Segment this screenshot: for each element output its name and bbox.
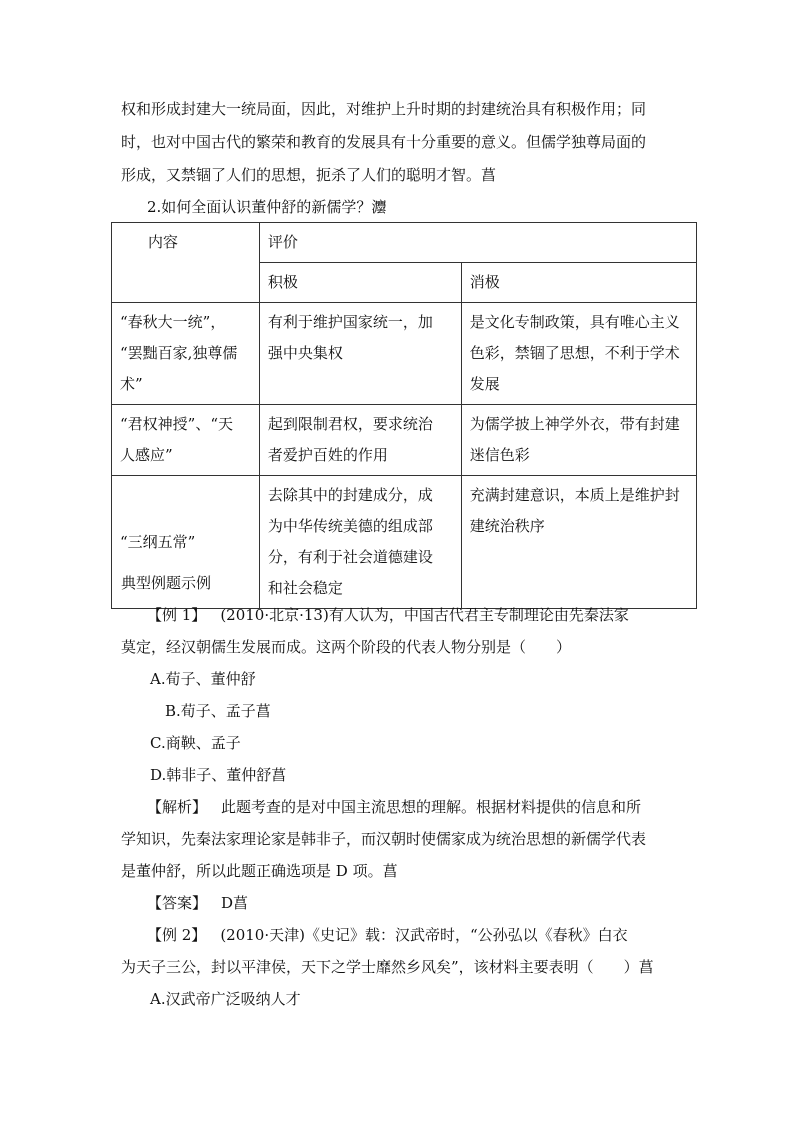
analysis-line: 学知识，先秦法家理论家是韩非子，而汉朝时使儒家成为统治思想的新儒学代表 <box>121 830 647 848</box>
option: B.荀子、孟子菖 <box>165 702 271 720</box>
paragraph-line: 形成，又禁锢了人们的思想，扼杀了人们的聪明才智。菖 <box>121 166 497 184</box>
example-tag: 【例 2】 <box>147 926 207 944</box>
header-evaluation: 评价 <box>259 223 696 263</box>
option: D.韩非子、董仲舒菖 <box>150 766 287 784</box>
option: C.商鞅、孟子 <box>150 734 241 752</box>
example-tag: 【例 1】 <box>147 606 207 624</box>
example-1-line: 莫定，经汉朝儒生发展而成。这两个阶段的代表人物分别是（ ） <box>121 638 572 656</box>
question-heading: 2.如何全面认识董仲舒的新儒学？灋 <box>147 198 387 216</box>
header-content: 内容 <box>112 223 260 303</box>
paragraph-line: 时，也对中国古代的繁荣和教育的发展具有十分重要的意义。但儒学独尊局面的 <box>121 133 647 151</box>
analysis-line: 是董仲舒，所以此题正确选项是 D 项。菖 <box>121 862 398 880</box>
negative-cell: 充满封建意识，本质上是维护封 建统治秩序 <box>461 476 696 609</box>
positive-cell: 去除其中的封建成分，成 为中华传统美德的组成部 分，有利于社会道德建设 和社会稳定 <box>259 476 461 609</box>
content-cell: “君权神授”、“天 人感应” <box>112 405 260 476</box>
header-positive: 积极 <box>259 263 461 303</box>
option: A.荀子、董仲舒 <box>150 670 256 688</box>
table-row <box>112 303 697 405</box>
negative-cell: 是文化专制政策，具有唯心主义 色彩，禁锢了思想，不利于学术 发展 <box>461 303 696 405</box>
header-negative: 消极 <box>461 263 696 303</box>
negative-cell: 为儒学披上神学外衣，带有封建 迷信色彩 <box>461 405 696 476</box>
evaluation-table <box>111 222 697 609</box>
answer-line: 【答案】 D菖 <box>147 894 249 912</box>
content-cell: “三纲五常” <box>112 476 260 609</box>
section-title: 典型例题示例 <box>121 574 212 592</box>
option: A.汉武帝广泛吸纳人才 <box>150 990 301 1008</box>
table-row <box>112 405 697 476</box>
example-2-line: 为天子三公，封以平津侯，天下之学士靡然乡风矣”，该材料主要表明（ ）菖 <box>121 958 654 976</box>
answer-tag: 【答案】 <box>147 894 208 912</box>
example-1-line: 【例 1】 (2010·北京·13)有人认为，中国古代君主专制理论由先秦法家 <box>147 606 629 624</box>
content-cell: “春秋大一统”， “罢黜百家,独尊儒 术” <box>112 303 260 405</box>
paragraph-line: 权和形成封建大一统局面，因此，对维护上升时期的封建统治具有积极作用；同 <box>121 100 647 118</box>
analysis-line: 【解析】 此题考查的是对中国主流思想的理解。根据材料提供的信息和所 <box>147 798 642 816</box>
positive-cell: 有利于维护国家统一，加 强中央集权 <box>259 303 461 405</box>
example-2-line: 【例 2】 (2010·天津)《史记》载：汉武帝时，“公孙弘以《春秋》白衣 <box>147 926 628 944</box>
analysis-tag: 【解析】 <box>147 798 208 816</box>
positive-cell: 起到限制君权，要求统治 者爱护百姓的作用 <box>259 405 461 476</box>
